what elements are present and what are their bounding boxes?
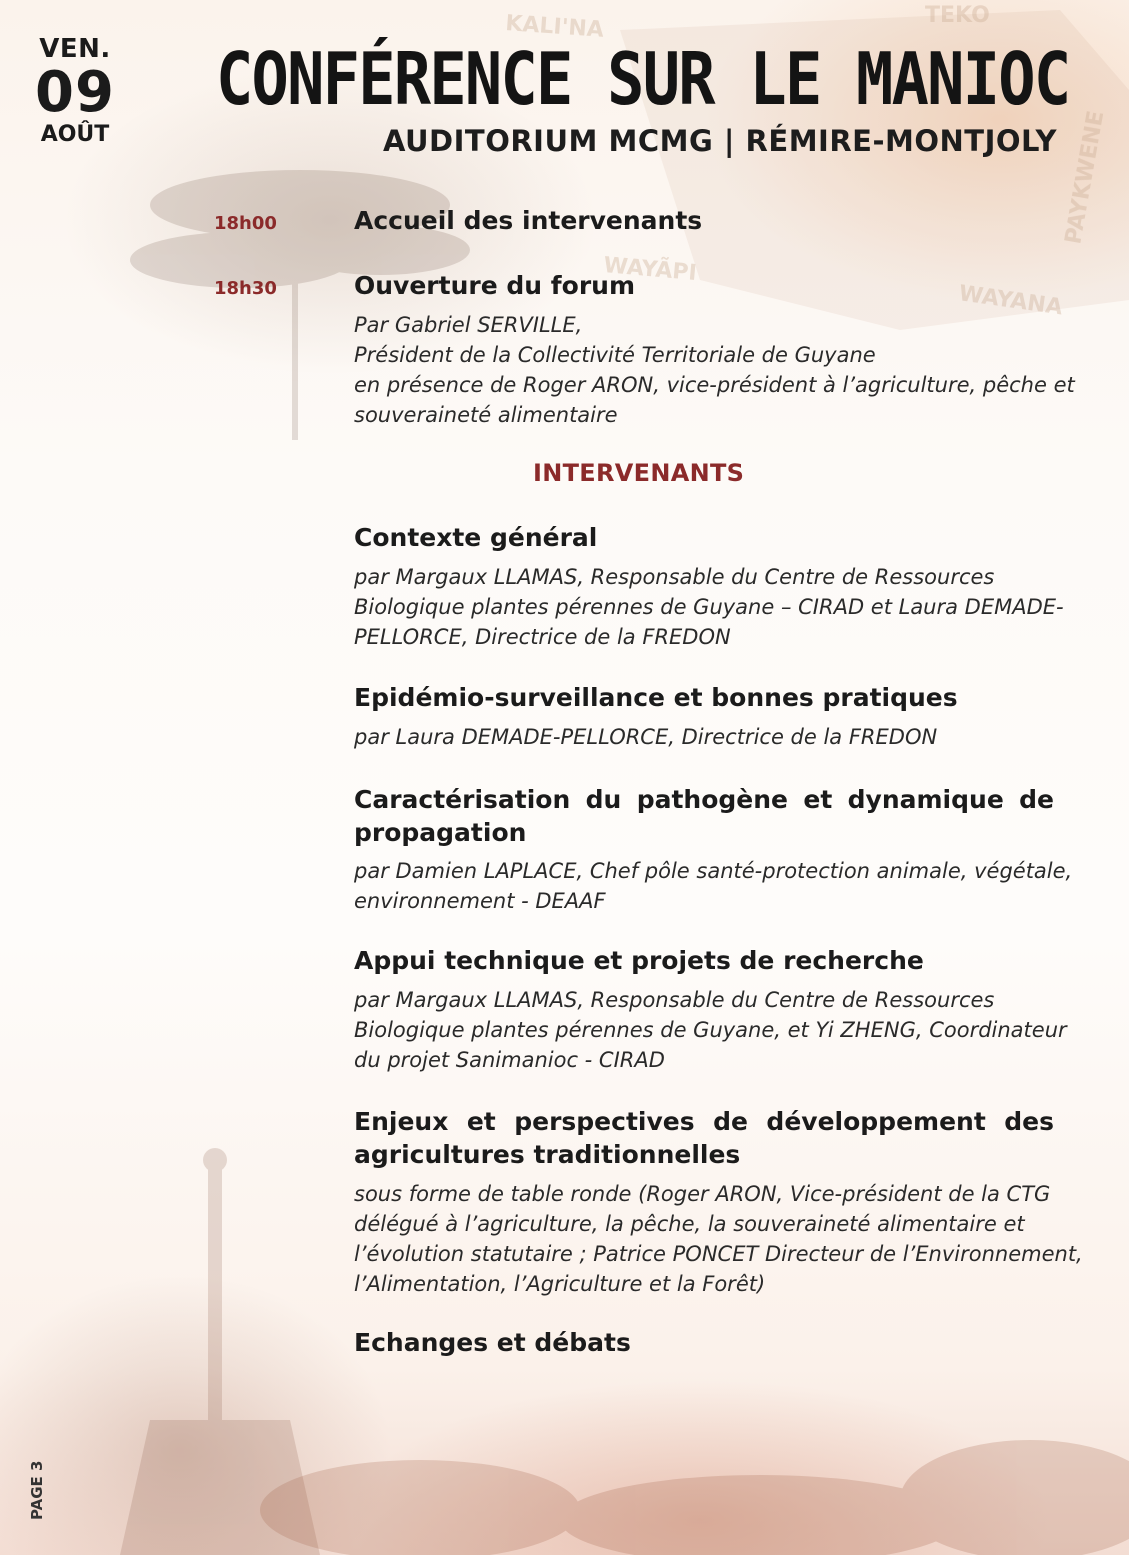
- bg-word-3: WAYÃPI: [602, 253, 698, 287]
- talk-title: [354, 1105, 1054, 1171]
- description-line: Par Gabriel SERVILLE,: [354, 313, 583, 337]
- bg-word-4: WAYANA: [957, 281, 1065, 321]
- program-title: Ouverture du forum: [354, 271, 635, 300]
- title-line: Enjeux et perspectives de développement des: [354, 1107, 1054, 1136]
- bg-word-5: PAYKWENE: [1061, 108, 1110, 247]
- description-line: sous forme de table ronde (Roger ARON, Vice-président de la CTG: [354, 1182, 1051, 1206]
- program-description: [354, 310, 1074, 430]
- page-number: PAGE 3: [28, 1460, 46, 1520]
- description-line: par Damien LAPLACE, Chef pôle santé-protection animale, végétale,: [354, 859, 1073, 883]
- bg-word-2: TEKO: [925, 3, 990, 28]
- talk-description: [354, 985, 1074, 1075]
- talk-description: [354, 562, 1074, 652]
- talk-title: Epidémio-surveillance et bonnes pratiques: [354, 683, 958, 712]
- description-line: Biologique plantes pérennes de Guyane – CIRAD et Laura DEMADE-: [354, 595, 1064, 619]
- venue-subtitle: AUDITORIUM MCMG | RÉMIRE-MONTJOLY: [382, 124, 1057, 158]
- page-title: CONFÉRENCE SUR LE MANIOC: [216, 37, 1070, 121]
- description-line: Biologique plantes pérennes de Guyane, et Yi ZHENG, Coordinateur: [354, 1018, 1067, 1042]
- talk-description: [354, 856, 1074, 916]
- description-line: délégué à l’agriculture, la pêche, la souveraineté alimentaire et: [354, 1212, 1025, 1236]
- event-day-number: 09: [35, 60, 115, 125]
- description-line: environnement - DEAAF: [354, 889, 606, 913]
- title-line: agricultures traditionnelles: [354, 1140, 741, 1169]
- title-line: propagation: [354, 818, 527, 847]
- description-line: souveraineté alimentaire: [354, 403, 618, 427]
- talk-title: [354, 783, 1054, 849]
- event-date: [30, 34, 120, 148]
- description-line: Président de la Collectivité Territoriale de Guyane: [354, 343, 876, 367]
- event-month: AOÛT: [40, 122, 110, 147]
- talk-title: Appui technique et projets de recherche: [354, 946, 924, 975]
- description-line: du projet Sanimanioc - CIRAD: [354, 1048, 665, 1072]
- program-time: 18h30: [214, 278, 277, 299]
- talk-description: [354, 1179, 1083, 1299]
- section-title: INTERVENANTS: [533, 459, 745, 487]
- description-line: PELLORCE, Directrice de la FREDON: [354, 625, 731, 649]
- description-line: en présence de Roger ARON, vice-président à l’agriculture, pêche et: [354, 373, 1075, 397]
- talk-title: Contexte général: [354, 523, 598, 552]
- program-time: 18h00: [214, 213, 277, 234]
- description-line: par Margaux LLAMAS, Responsable du Centre de Ressources: [354, 565, 995, 589]
- event-day: VEN.: [39, 34, 111, 64]
- description-line: par Laura DEMADE-PELLORCE, Directrice de la FREDON: [354, 725, 938, 749]
- bg-word-1: KALI'NA: [504, 11, 605, 43]
- program-title: Accueil des intervenants: [354, 206, 703, 235]
- talk-title: Echanges et débats: [354, 1328, 631, 1357]
- title-line: Caractérisation du pathogène et dynamique de: [354, 785, 1054, 814]
- description-line: l’évolution statutaire ; Patrice PONCET Directeur de l’Environnement,: [354, 1242, 1083, 1266]
- talk-description: [354, 722, 1074, 752]
- description-line: l’Alimentation, l’Agriculture et la Forêt): [354, 1272, 766, 1296]
- description-line: par Margaux LLAMAS, Responsable du Centre de Ressources: [354, 988, 995, 1012]
